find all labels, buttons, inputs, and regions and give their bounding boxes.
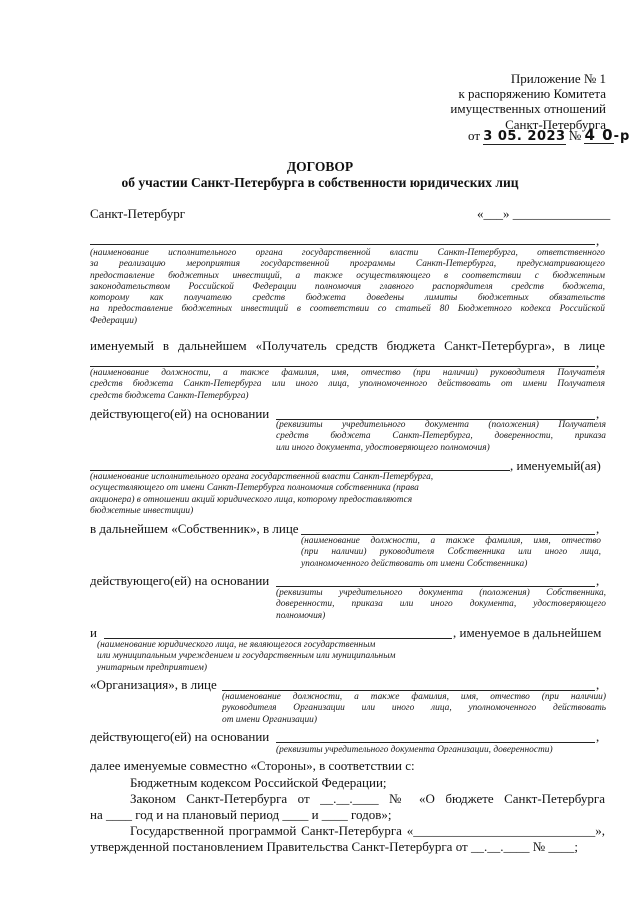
appendix-date-line bbox=[468, 128, 630, 145]
owner-basis-blank[interactable] bbox=[276, 586, 595, 587]
program-line-2: утвержденной постановлением Правительства Санкт-Петербурга от __.__.____ № ____; bbox=[90, 839, 578, 854]
document-title: ДОГОВОР bbox=[286, 159, 354, 174]
org-acting-basis: действующего(ей) на основании bbox=[90, 729, 270, 744]
handwritten-number: 4 0 bbox=[584, 126, 614, 144]
owner-org-note: (наименование исполнительного органа государственной власти Санкт-Петербурга, осуществляющего от имени Санкт-Петербурга полномочия собственника (права акционера) в отношении акций юридического лица, которому предоставляются бюджетные инвестиции) bbox=[90, 472, 434, 516]
law-line-1: Законом Санкт-Петербурга от __.__.____ № «О бюджете Санкт-Петербурга bbox=[130, 791, 605, 806]
recipient-person-blank[interactable] bbox=[90, 366, 595, 367]
comma: , bbox=[596, 233, 600, 248]
owner-org-blank[interactable] bbox=[90, 470, 510, 471]
recipient-org-note: (наименование исполнительного органа государственной власти Санкт-Петербурга, ответственного за реализацию мероприятия государственной программы Санкт-Петербурга, предусматривающего предоставление бюджетных инвестиций, а также осуществляющего в соответствии с бюджетным законодательством Российской Федерации полномочия главного распорядителя средств бюджета, которому как получателю средств бюджета доведены лимиты бюджетных обязательств на предоставление бюджетных инвестиций в соответствии со статьей 80 Бюджетного кодекса Российской Федерации) bbox=[90, 248, 605, 326]
org-person-note: (наименование должности, а также фамилия, имя, отчество (при наличии) руководителя Организации или иного лица, уполномоченного действовать от имени Организации) bbox=[222, 692, 606, 725]
budget-code: Бюджетным кодексом Российской Федерации; bbox=[130, 775, 387, 790]
handwritten-date: 3 05. 2023 bbox=[483, 129, 566, 144]
org-basis-note: (реквизиты учредительного документа Организации, доверенности) bbox=[276, 745, 553, 755]
owner-acting-basis: действующего(ей) на основании bbox=[90, 573, 270, 588]
recipient-acting-basis: действующего(ей) на основании bbox=[90, 406, 270, 421]
date-prefix: от bbox=[468, 128, 481, 143]
recipient-named: именуемый в дальнейшем «Получатель средств бюджета Санкт-Петербурга», в лице bbox=[90, 338, 605, 353]
org-named-suffix: , именуемое в дальнейшем bbox=[453, 625, 602, 640]
org-name-blank[interactable] bbox=[104, 638, 452, 639]
city: Санкт-Петербург bbox=[90, 206, 186, 221]
number-suffix: -р bbox=[613, 129, 631, 144]
owner-basis-note: (реквизиты учредительного документа (положения) Собственника, доверенности, приказа или иного документа, удостоверяющего полномочия) bbox=[276, 588, 606, 621]
recipient-person-note: (наименование должности, а также фамилия, имя, отчество (при наличии) руководителя Получателя средств бюджета Санкт-Петербурга или иного лица, уполномоченного действовать от имени Получателя средств бюджета Санкт-Петербурга) bbox=[90, 368, 605, 401]
number-sign: № bbox=[568, 128, 582, 143]
date-blank: «___» _______________ bbox=[477, 206, 611, 221]
org-line: «Организация», в лице bbox=[90, 677, 217, 692]
recipient-basis-note: (реквизиты учредительного документа (положения) Получателя средств бюджета Санкт-Петербурга, доверенности, приказа или иного документа, удостоверяющего полномочия) bbox=[276, 420, 606, 453]
appendix-line-1: Приложение № 1 bbox=[510, 71, 606, 86]
owner-person-note: (наименование должности, а также фамилия, имя, отчество (при наличии) руководителя Собственника или иного лица, уполномоченного действовать от имени Собственника) bbox=[301, 536, 601, 569]
owner-person-blank[interactable] bbox=[301, 534, 595, 535]
document-subtitle: об участии Санкт-Петербурга в собственности юридических лиц bbox=[121, 175, 519, 190]
program-line-1: Государственной программой Санкт-Петербурга «____________________________», bbox=[130, 823, 605, 838]
appendix-line-4: Санкт-Петербурга bbox=[505, 117, 606, 132]
law-line-2: на ____ год и на плановый период ____ и ____ годов»; bbox=[90, 807, 392, 822]
org-basis-blank[interactable] bbox=[276, 742, 595, 743]
and-word: и bbox=[90, 625, 97, 640]
owner-named-suffix: , именуемый(ая) bbox=[510, 458, 601, 473]
appendix-line-2: к распоряжению Комитета bbox=[458, 86, 606, 101]
owner-line: в дальнейшем «Собственник», в лице bbox=[90, 521, 299, 536]
parties-line: далее именуемые совместно «Стороны», в соответствии с: bbox=[90, 758, 415, 773]
org-person-blank[interactable] bbox=[222, 690, 595, 691]
recipient-org-blank[interactable] bbox=[90, 244, 595, 245]
org-name-note: (наименование юридического лица, не являющегося государственным или муниципальным учреждением и государственным или муниципальным унитарным предприятием) bbox=[97, 640, 396, 673]
appendix-line-3: имущественных отношений bbox=[450, 101, 606, 116]
